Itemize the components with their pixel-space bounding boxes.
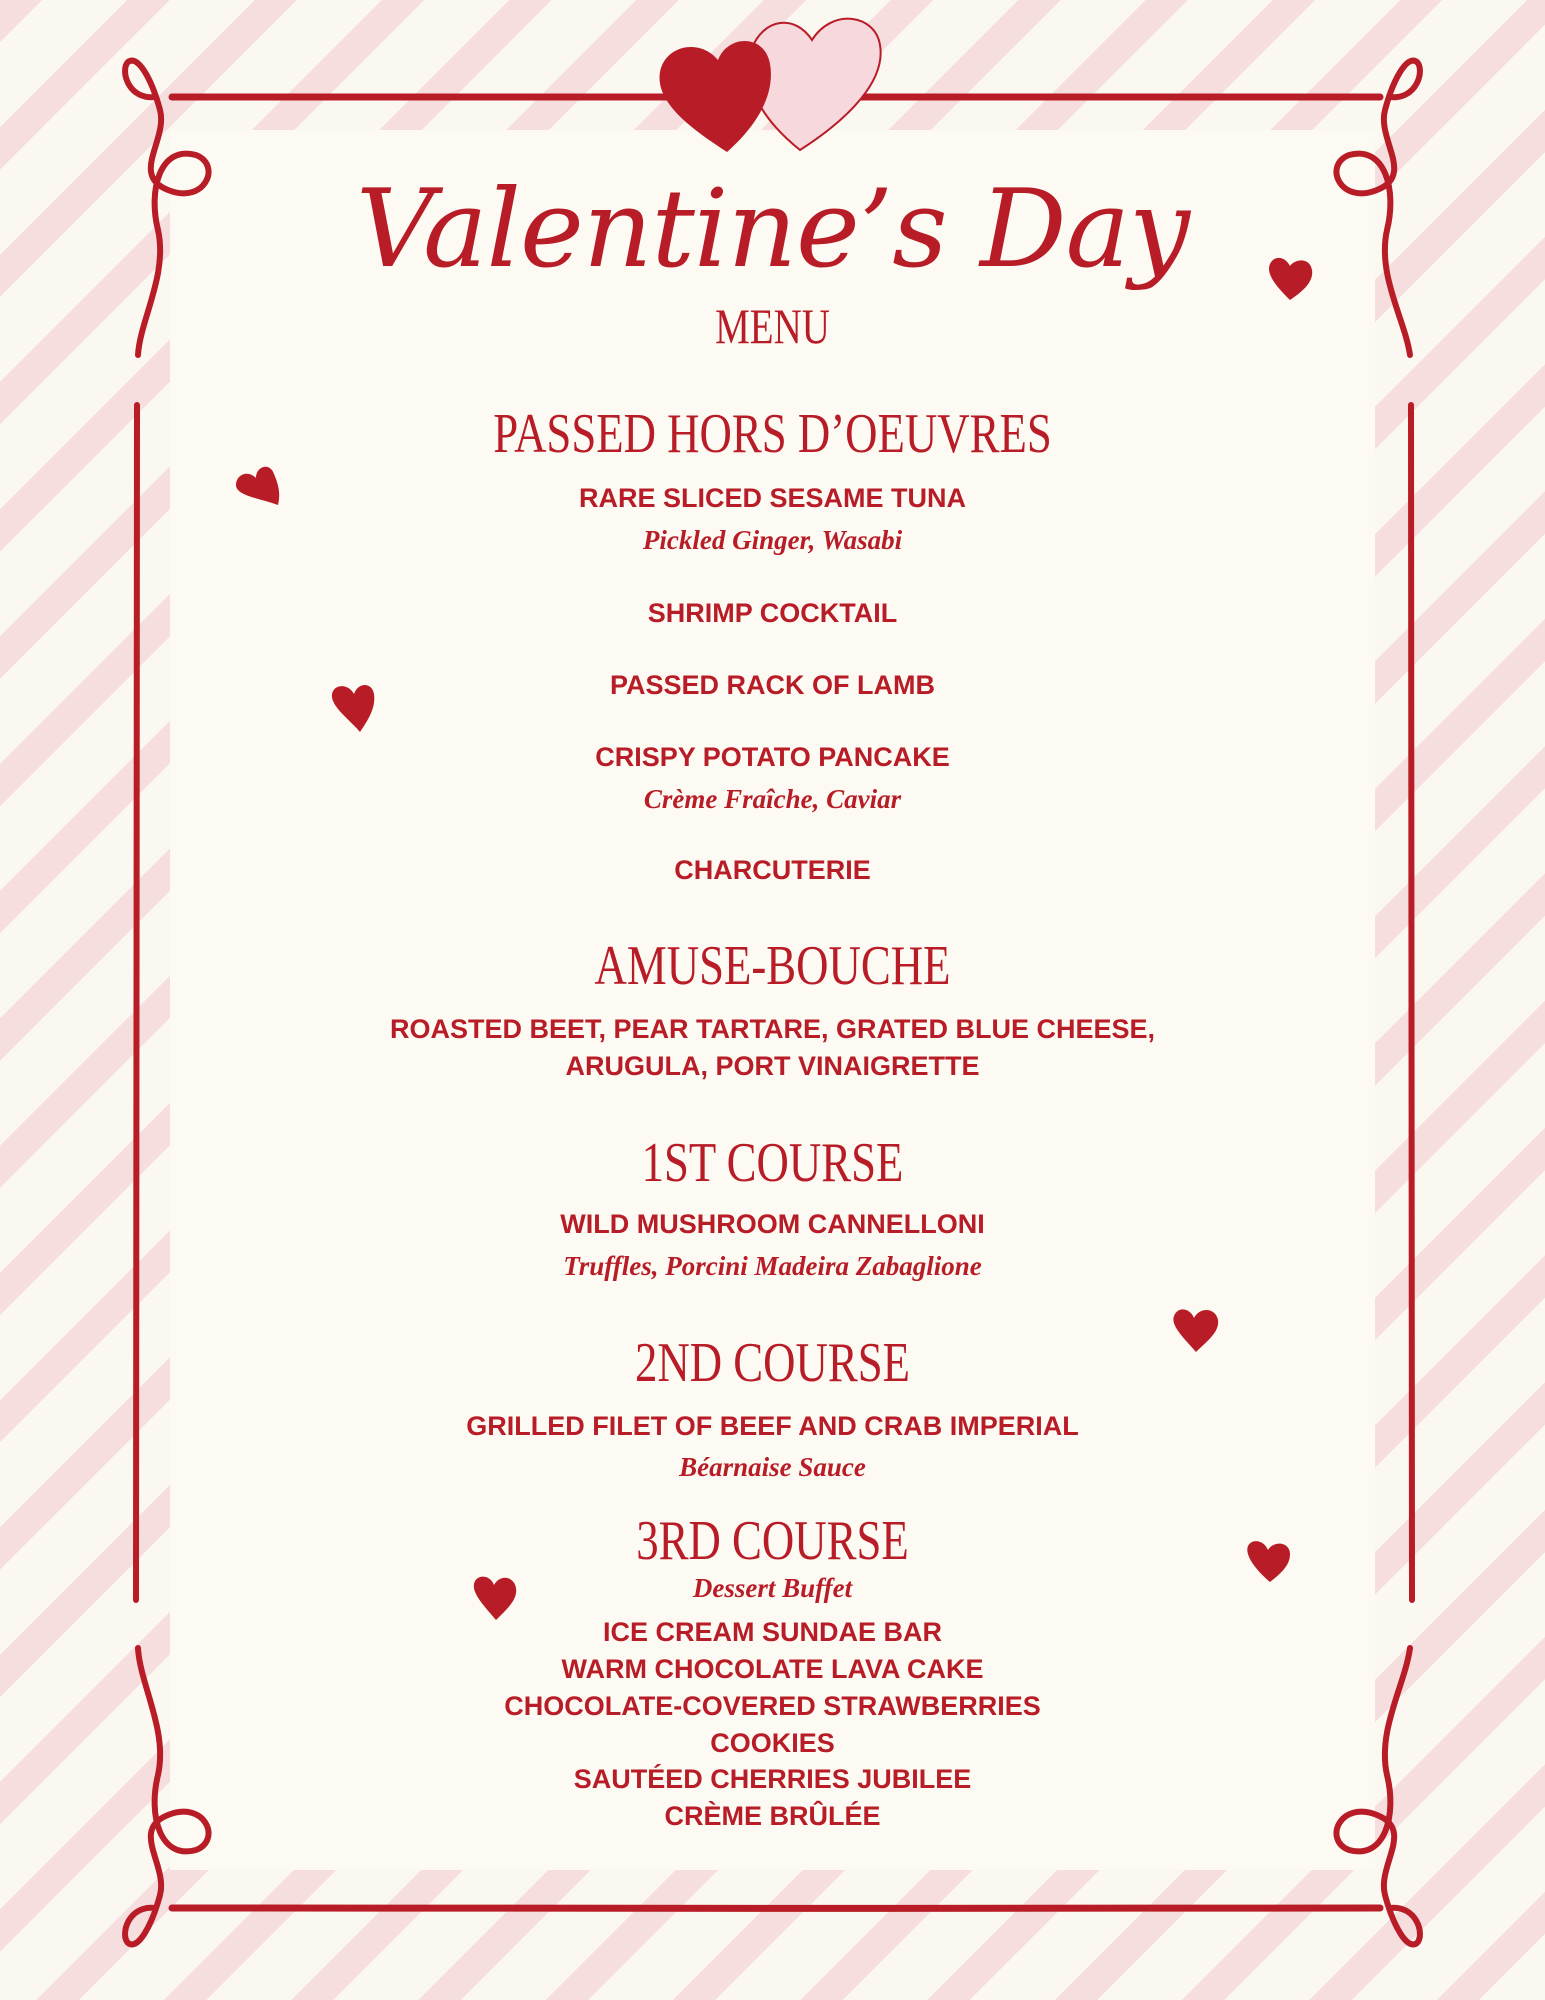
menu-item-description: Dessert Buffet [692,1573,853,1603]
menu-content [300,0,1245,2000]
menu-item: GRILLED FILET OF BEEF AND CRAB IMPERIAL [466,1411,1079,1441]
dessert-item: ICE CREAM SUNDAE BAR [602,1617,943,1647]
scatter-heart-icon [1269,258,1312,300]
section-heading-2nd-course: 2ND COURSE [634,1332,911,1394]
dessert-item: CRÈME BRÛLÉE [664,1801,881,1831]
section-heading-1st-course: 1ST COURSE [641,1132,904,1194]
page-title: Valentine’s Day [356,167,1189,292]
section-heading-hors-doeuvres: PASSED HORS D’OEUVRES [493,403,1052,465]
frame-right-line [1411,405,1412,1600]
section-heading-3rd-course: 3RD COURSE [636,1510,909,1572]
dessert-item: COOKIES [710,1728,835,1758]
menu-item-description: Truffles, Porcini Madeira Zabaglione [563,1251,982,1281]
menu-item: CHARCUTERIE [674,855,871,885]
flourish-bottom-left [125,1648,208,1944]
menu-item: ROASTED BEET, PEAR TARTARE, GRATED BLUE CHEESE, [389,1014,1156,1044]
menu-item: WILD MUSHROOM CANNELLONI [560,1209,985,1239]
section-heading-amuse-bouche: AMUSE-BOUCHE [594,935,951,997]
dessert-item: SAUTÉED CHERRIES JUBILEE [573,1764,972,1794]
menu-item: SHRIMP COCKTAIL [647,598,898,628]
menu-item: ARUGULA, PORT VINAIGRETTE [565,1051,980,1081]
dessert-item: CHOCOLATE-COVERED STRAWBERRIES [504,1691,1041,1721]
menu-item: PASSED RACK OF LAMB [609,670,935,700]
menu-item: CRISPY POTATO PANCAKE [595,742,950,772]
scatter-heart-icon [236,467,279,505]
menu-item-description: Béarnaise Sauce [679,1452,866,1482]
flourish-top-left [125,61,208,355]
dessert-item: WARM CHOCOLATE LAVA CAKE [561,1654,984,1684]
menu-item: RARE SLICED SESAME TUNA [578,483,967,513]
menu-item-description: Pickled Ginger, Wasabi [642,525,903,555]
menu-item-description: Crème Fraîche, Caviar [643,784,902,814]
flourish-bottom-right [1336,1648,1419,1944]
flourish-top-right [1336,61,1419,355]
scatter-heart-icon [1247,1541,1290,1582]
page-subtitle: MENU [715,298,830,354]
frame-left-line [136,405,137,1600]
